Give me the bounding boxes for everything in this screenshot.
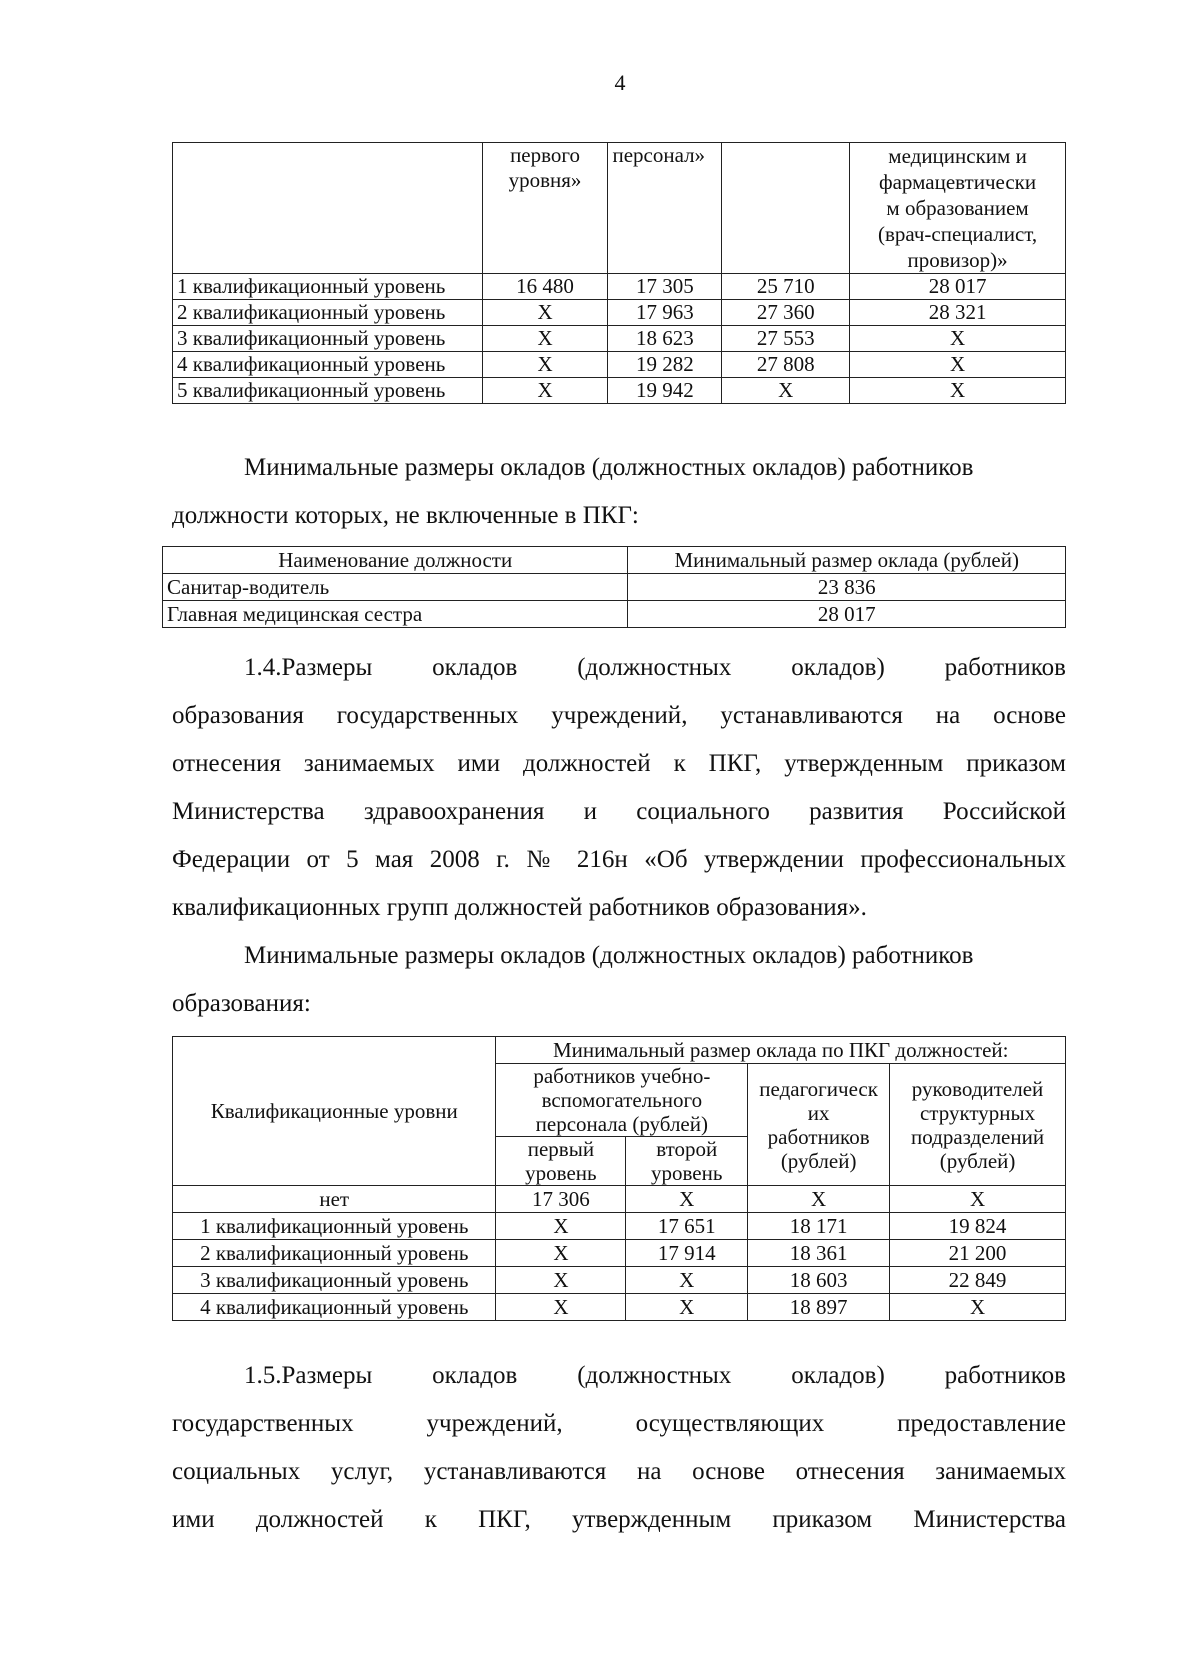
table-cell: 4 квалификационный уровень (173, 1294, 496, 1321)
table-cell: X (626, 1267, 748, 1294)
table-cell: 28 321 (850, 300, 1066, 326)
table-cell: X (482, 352, 608, 378)
table-cell: 19 942 (608, 378, 722, 404)
table-cell: X (890, 1186, 1066, 1213)
word: (должностных (577, 654, 732, 681)
table-row (173, 1267, 1066, 1294)
table-cell: X (496, 1240, 626, 1267)
table-row (163, 574, 1066, 601)
table-cell: 28 017 (628, 601, 1066, 628)
table-cell (173, 143, 483, 274)
table-cell: Главная медицинская сестра (163, 601, 628, 628)
table-row (173, 1186, 1066, 1213)
table-header-row (163, 547, 1066, 574)
word: ПКГ, (478, 1506, 531, 1533)
word: окладов) (791, 654, 885, 681)
paragraph-line: социальных услуг, устанавливаются на основе отнесения занимаемых (172, 1458, 1066, 1485)
table-cell: X (890, 1294, 1066, 1321)
table-cell: 16 480 (482, 274, 608, 300)
table-cell: 19 282 (608, 352, 722, 378)
word: предоставление (897, 1410, 1066, 1437)
word: утвержденным (572, 1506, 732, 1533)
paragraph-line: Федерации от 5 мая 2008 г. № 216н «Об утверждении профессиональных (172, 846, 1066, 873)
table-cell: X (482, 378, 608, 404)
word: ими (172, 1506, 215, 1533)
table-cell: 17 914 (626, 1240, 748, 1267)
table-cell: Санитар-водитель (163, 574, 628, 601)
table-row (173, 1294, 1066, 1321)
table-cell: 17 306 (496, 1186, 626, 1213)
table-cell: 18 603 (748, 1267, 890, 1294)
paragraph-line (172, 1400, 1066, 1448)
table-cell: X (850, 378, 1066, 404)
paragraph-line (244, 644, 1066, 692)
table-cell: 3 квалификационный уровень (173, 326, 483, 352)
table-cell: первый уровень (496, 1137, 626, 1186)
table-cell: X (626, 1294, 748, 1321)
table-cell: 22 849 (890, 1267, 1066, 1294)
word: Министерства (913, 1506, 1066, 1533)
table-row (173, 326, 1066, 352)
table-cell: X (722, 378, 850, 404)
table-row (173, 1213, 1066, 1240)
table-cell: Минимальный размер оклада по ПКГ должностей: (496, 1037, 1066, 1064)
table-cell: 27 553 (722, 326, 850, 352)
education-salary-table (172, 1036, 1066, 1321)
table-cell: 25 710 (722, 274, 850, 300)
paragraph-line: образования государственных учреждений, устанавливаются на основе (172, 702, 1066, 729)
table-row (173, 1240, 1066, 1267)
table-row (173, 352, 1066, 378)
table-row (173, 300, 1066, 326)
table-cell: X (482, 300, 608, 326)
table-cell: педагогическ их работников (рублей) (748, 1064, 890, 1186)
word: окладов) (791, 1362, 885, 1389)
table-row (173, 378, 1066, 404)
word: (должностных (577, 1362, 732, 1389)
table-cell: 23 836 (628, 574, 1066, 601)
table-cell: 18 897 (748, 1294, 890, 1321)
word: приказом (772, 1506, 873, 1533)
table-cell: X (626, 1186, 748, 1213)
word: должностей (255, 1506, 384, 1533)
table-cell: медицинским и фармацевтически м образованием (врач-специалист, провизор)» (850, 143, 1066, 274)
table-cell: 28 017 (850, 274, 1066, 300)
word: учреждений, (426, 1410, 563, 1437)
paragraph-line: должности которых, не включенные в ПКГ: (172, 502, 639, 529)
table-cell: работников учебно- вспомогательного персонала (рублей) (496, 1064, 748, 1137)
word: окладов (432, 654, 518, 681)
table-cell (722, 143, 850, 274)
paragraph-line: образования: (172, 990, 311, 1017)
medical-salary-table (172, 142, 1066, 404)
page-number: 4 (614, 70, 626, 95)
table-cell: 5 квалификационный уровень (173, 378, 483, 404)
table-cell: 3 квалификационный уровень (173, 1267, 496, 1294)
table-cell: 18 623 (608, 326, 722, 352)
paragraph-line: квалификационных групп должностей работников образования». (172, 894, 867, 921)
word: государственных (172, 1410, 354, 1437)
table-cell: 4 квалификационный уровень (173, 352, 483, 378)
table-cell: X (496, 1267, 626, 1294)
word: осуществляющих (635, 1410, 825, 1437)
paragraph-line: Минимальные размеры окладов (должностных окладов) работников (244, 454, 974, 481)
table-row (163, 601, 1066, 628)
table-cell: 17 963 (608, 300, 722, 326)
other-positions-table (162, 546, 1066, 628)
paragraph-line (172, 1496, 1066, 1544)
table-cell: 2 квалификационный уровень (173, 1240, 496, 1267)
word: к (424, 1506, 437, 1533)
table-cell: первого уровня» (482, 143, 608, 274)
table-cell: Квалификационные уровни (173, 1037, 496, 1186)
table-cell: 18 361 (748, 1240, 890, 1267)
table-cell: нет (173, 1186, 496, 1213)
paragraph-line (244, 1352, 1066, 1400)
paragraph-line: отнесения занимаемых ими должностей к ПКГ, утвержденным приказом (172, 750, 1066, 777)
paragraph-line: Минимальные размеры окладов (должностных окладов) работников (244, 942, 974, 969)
table-cell: 18 171 (748, 1213, 890, 1240)
table-cell: персонал» (608, 143, 722, 274)
table-cell: второй уровень (626, 1137, 748, 1186)
table-row (173, 274, 1066, 300)
word: 1.5.Размеры (244, 1362, 373, 1389)
table-cell: 17 305 (608, 274, 722, 300)
word: работников (944, 1362, 1066, 1389)
table-cell: 1 квалификационный уровень (173, 1213, 496, 1240)
table-cell: X (496, 1294, 626, 1321)
table-header-row (173, 1037, 1066, 1064)
table-cell: X (850, 352, 1066, 378)
table-cell: Минимальный размер оклада (рублей) (628, 547, 1066, 574)
table-cell: X (482, 326, 608, 352)
table-cell: руководителей структурных подразделений (рублей) (890, 1064, 1066, 1186)
table-cell: X (850, 326, 1066, 352)
word: работников (944, 654, 1066, 681)
table-header-row (173, 143, 1066, 274)
word: окладов (432, 1362, 518, 1389)
table-cell: 2 квалификационный уровень (173, 300, 483, 326)
table-cell: X (748, 1186, 890, 1213)
table-cell: 17 651 (626, 1213, 748, 1240)
table-cell: Наименование должности (163, 547, 628, 574)
paragraph-line: Министерства здравоохранения и социального развития Российской (172, 798, 1066, 825)
table-cell: X (496, 1213, 626, 1240)
word: 1.4.Размеры (244, 654, 373, 681)
table-cell: 1 квалификационный уровень (173, 274, 483, 300)
table-cell: 19 824 (890, 1213, 1066, 1240)
table-cell: 21 200 (890, 1240, 1066, 1267)
table-cell: 27 360 (722, 300, 850, 326)
table-cell: 27 808 (722, 352, 850, 378)
